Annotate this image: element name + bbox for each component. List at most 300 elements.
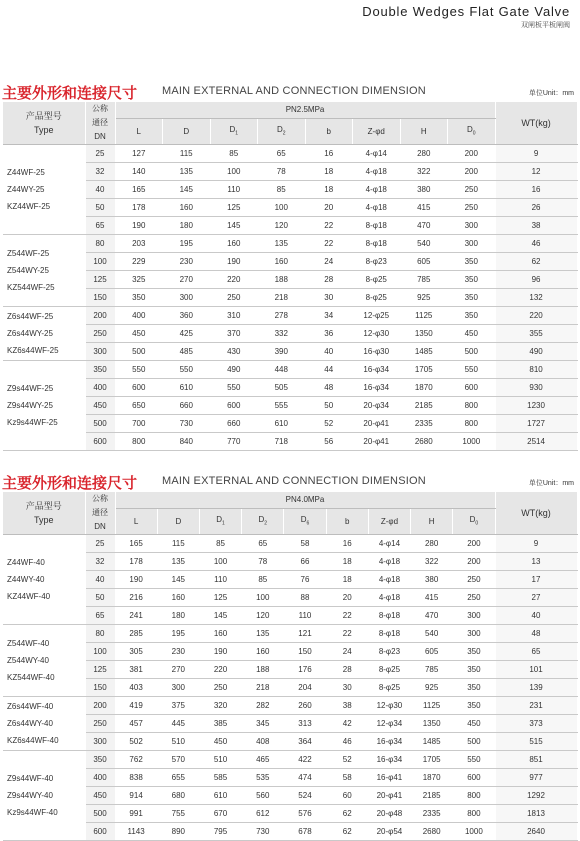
- model-type: Z44WF-40: [7, 558, 45, 567]
- dn-cell: 100: [85, 643, 115, 661]
- value-cell: 66: [284, 553, 326, 571]
- value-cell: 660: [163, 397, 211, 415]
- value-cell: 22: [305, 235, 353, 253]
- value-cell: 120: [242, 607, 284, 625]
- value-cell: 220: [199, 661, 241, 679]
- table-row: [3, 217, 577, 235]
- value-cell: 16: [305, 145, 353, 163]
- weight-cell: 40: [495, 607, 577, 625]
- value-cell: 16-φ34: [368, 733, 410, 751]
- value-cell: 145: [163, 181, 211, 199]
- value-cell: 785: [411, 661, 453, 679]
- value-cell: 220: [210, 271, 258, 289]
- table-row: [3, 805, 577, 823]
- value-cell: 8-φ25: [353, 271, 401, 289]
- value-cell: 612: [242, 805, 284, 823]
- table-row: [3, 181, 577, 199]
- value-cell: 2680: [411, 823, 453, 841]
- table-row: [3, 271, 577, 289]
- type-cell: [3, 307, 85, 361]
- column-header: D: [163, 119, 211, 145]
- value-cell: 100: [210, 163, 258, 181]
- dn-cell: 300: [85, 733, 115, 751]
- model-type: Z44WF-25: [7, 168, 45, 177]
- value-cell: 490: [210, 361, 258, 379]
- table-row: [3, 553, 577, 571]
- table-row: [3, 307, 577, 325]
- value-cell: 350: [453, 661, 495, 679]
- value-cell: 300: [453, 607, 495, 625]
- weight-cell: 930: [495, 379, 577, 397]
- model-type: KZ544WF-25: [7, 283, 55, 292]
- section-title-cn: 主要外形和连接尺寸: [2, 85, 138, 102]
- value-cell: 2185: [411, 787, 453, 805]
- value-cell: 1705: [400, 361, 448, 379]
- table-row: [3, 589, 577, 607]
- pressure-header: PN2.5MPa: [115, 102, 495, 119]
- type-cell: [3, 535, 85, 625]
- dn-cell: 32: [85, 163, 115, 181]
- weight-cell: 1292: [495, 787, 577, 805]
- dn-cell: 300: [85, 343, 115, 361]
- column-header: H: [400, 119, 448, 145]
- value-cell: 188: [242, 661, 284, 679]
- model-type: Z544WY-25: [7, 266, 49, 275]
- value-cell: 730: [163, 415, 211, 433]
- value-cell: 550: [115, 361, 163, 379]
- value-cell: 450: [453, 715, 495, 733]
- value-cell: 85: [258, 181, 306, 199]
- value-cell: 241: [115, 607, 157, 625]
- value-cell: 419: [115, 697, 157, 715]
- value-cell: 800: [453, 805, 495, 823]
- value-cell: 762: [115, 751, 157, 769]
- value-cell: 85: [242, 571, 284, 589]
- value-cell: 313: [284, 715, 326, 733]
- column-header: Z-φd: [353, 119, 401, 145]
- value-cell: 403: [115, 679, 157, 697]
- value-cell: 8-φ23: [353, 253, 401, 271]
- value-cell: 18: [326, 553, 368, 571]
- value-cell: 250: [453, 571, 495, 589]
- value-cell: 1870: [400, 379, 448, 397]
- value-cell: 285: [115, 625, 157, 643]
- value-cell: 8-φ18: [368, 625, 410, 643]
- table-row: [3, 607, 577, 625]
- weight-cell: 16: [495, 181, 577, 199]
- value-cell: 110: [284, 607, 326, 625]
- table-row: [3, 769, 577, 787]
- section-title-en: MAIN EXTERNAL AND CONNECTION DIMENSION: [162, 475, 426, 487]
- dn-header-line: DN: [94, 132, 106, 141]
- model-type: Z44WY-40: [7, 575, 45, 584]
- value-cell: 718: [258, 433, 306, 451]
- value-cell: 270: [163, 271, 211, 289]
- value-cell: 160: [163, 199, 211, 217]
- dn-cell: 600: [85, 823, 115, 841]
- value-cell: 524: [284, 787, 326, 805]
- value-cell: 8-φ18: [353, 235, 401, 253]
- value-cell: 555: [258, 397, 306, 415]
- value-cell: 1870: [411, 769, 453, 787]
- model-type: Z6s44WF-40: [7, 702, 54, 711]
- value-cell: 46: [326, 733, 368, 751]
- value-cell: 381: [115, 661, 157, 679]
- value-cell: 925: [411, 679, 453, 697]
- value-cell: 20: [326, 589, 368, 607]
- value-cell: 282: [242, 697, 284, 715]
- type-header: [3, 492, 85, 535]
- model-type: Z9s44WF-40: [7, 774, 54, 783]
- header-row: [3, 492, 577, 509]
- model-type: Z9s44WF-25: [7, 384, 54, 393]
- value-cell: 600: [453, 769, 495, 787]
- value-cell: 135: [163, 163, 211, 181]
- value-cell: 200: [448, 145, 496, 163]
- table-row: [3, 361, 577, 379]
- value-cell: 76: [284, 571, 326, 589]
- value-cell: 350: [453, 697, 495, 715]
- dn-cell: 150: [85, 289, 115, 307]
- section-pn40: [0, 470, 580, 841]
- value-cell: 375: [157, 697, 199, 715]
- value-cell: 600: [115, 379, 163, 397]
- value-cell: 795: [199, 823, 241, 841]
- value-cell: 204: [284, 679, 326, 697]
- table-row: [3, 343, 577, 361]
- table-row: [3, 697, 577, 715]
- value-cell: 678: [284, 823, 326, 841]
- value-cell: 190: [115, 571, 157, 589]
- value-cell: 450: [115, 325, 163, 343]
- value-cell: 8-φ25: [368, 679, 410, 697]
- value-cell: 540: [411, 625, 453, 643]
- weight-header: WT(kg): [495, 102, 577, 145]
- value-cell: 4-φ18: [353, 163, 401, 181]
- dn-cell: 450: [85, 397, 115, 415]
- value-cell: 145: [199, 607, 241, 625]
- value-cell: 350: [453, 643, 495, 661]
- value-cell: 550: [210, 379, 258, 397]
- value-cell: 350: [448, 307, 496, 325]
- section-title-cn: 主要外形和连接尺寸: [2, 475, 138, 492]
- value-cell: 535: [242, 769, 284, 787]
- value-cell: 115: [163, 145, 211, 163]
- column-header: Z-φd: [368, 509, 410, 535]
- column-header: $D_6$: [284, 509, 326, 535]
- value-cell: 4-φ18: [353, 199, 401, 217]
- value-cell: 100: [242, 589, 284, 607]
- model-type: Z6s44WF-25: [7, 312, 54, 321]
- value-cell: 230: [157, 643, 199, 661]
- table-row: [3, 325, 577, 343]
- weight-cell: 1813: [495, 805, 577, 823]
- dimension-table-pn25: [3, 102, 578, 451]
- weight-cell: 13: [495, 553, 577, 571]
- value-cell: 4-φ18: [368, 589, 410, 607]
- value-cell: 730: [242, 823, 284, 841]
- column-header: $D_0$: [453, 509, 495, 535]
- value-cell: 510: [199, 751, 241, 769]
- value-cell: 16: [326, 535, 368, 553]
- column-header: $D_0$: [448, 119, 496, 145]
- value-cell: 48: [305, 379, 353, 397]
- value-cell: 280: [400, 145, 448, 163]
- value-cell: 78: [242, 553, 284, 571]
- value-cell: 8-φ25: [368, 661, 410, 679]
- type-cell: [3, 751, 85, 841]
- value-cell: 42: [326, 715, 368, 733]
- weight-cell: 355: [495, 325, 577, 343]
- value-cell: 56: [305, 433, 353, 451]
- type-cell: [3, 625, 85, 697]
- weight-cell: 26: [495, 199, 577, 217]
- value-cell: 470: [411, 607, 453, 625]
- weight-cell: 17: [495, 571, 577, 589]
- value-cell: 127: [115, 145, 163, 163]
- value-cell: 115: [157, 535, 199, 553]
- value-cell: 1000: [453, 823, 495, 841]
- weight-cell: 220: [495, 307, 577, 325]
- table-row: [3, 715, 577, 733]
- value-cell: 135: [258, 235, 306, 253]
- value-cell: 203: [115, 235, 163, 253]
- value-cell: 28: [305, 271, 353, 289]
- value-cell: 345: [242, 715, 284, 733]
- value-cell: 448: [258, 361, 306, 379]
- value-cell: 1125: [400, 307, 448, 325]
- value-cell: 110: [210, 181, 258, 199]
- value-cell: 38: [326, 697, 368, 715]
- value-cell: 190: [115, 217, 163, 235]
- value-cell: 320: [199, 697, 241, 715]
- value-cell: 20-φ34: [353, 397, 401, 415]
- value-cell: 4-φ14: [368, 535, 410, 553]
- value-cell: 422: [284, 751, 326, 769]
- value-cell: 30: [305, 289, 353, 307]
- value-cell: 4-φ18: [368, 553, 410, 571]
- dn-cell: 80: [85, 625, 115, 643]
- value-cell: 840: [163, 433, 211, 451]
- column-header: D: [157, 509, 199, 535]
- value-cell: 28: [326, 661, 368, 679]
- value-cell: 16-φ34: [368, 751, 410, 769]
- model-type: KZ44WF-40: [7, 592, 51, 601]
- type-header-line: 产品型号: [25, 111, 62, 121]
- value-cell: 785: [400, 271, 448, 289]
- column-header: $D_1$: [199, 509, 241, 535]
- weight-cell: 1727: [495, 415, 577, 433]
- value-cell: 680: [157, 787, 199, 805]
- value-cell: 2680: [400, 433, 448, 451]
- value-cell: 16-φ34: [353, 379, 401, 397]
- value-cell: 300: [163, 289, 211, 307]
- value-cell: 140: [115, 163, 163, 181]
- value-cell: 218: [242, 679, 284, 697]
- value-cell: 322: [411, 553, 453, 571]
- value-cell: 485: [163, 343, 211, 361]
- value-cell: 610: [258, 415, 306, 433]
- value-cell: 200: [453, 553, 495, 571]
- value-cell: 165: [115, 535, 157, 553]
- table-row: [3, 679, 577, 697]
- value-cell: 800: [448, 397, 496, 415]
- weight-cell: 2514: [495, 433, 577, 451]
- value-cell: 560: [242, 787, 284, 805]
- model-type: KZ6s44WF-40: [7, 736, 59, 745]
- value-cell: 16-φ34: [353, 361, 401, 379]
- table-row: [3, 253, 577, 271]
- weight-cell: 977: [495, 769, 577, 787]
- dn-cell: 400: [85, 379, 115, 397]
- dn-cell: 500: [85, 415, 115, 433]
- model-type: Kz9s44WF-40: [7, 808, 58, 817]
- weight-cell: 2640: [495, 823, 577, 841]
- dn-cell: 25: [85, 535, 115, 553]
- value-cell: 991: [115, 805, 157, 823]
- value-cell: 60: [326, 787, 368, 805]
- type-header-line: Type: [33, 515, 54, 525]
- weight-cell: 139: [495, 679, 577, 697]
- dn-cell: 80: [85, 235, 115, 253]
- value-cell: 20-φ41: [353, 433, 401, 451]
- value-cell: 385: [199, 715, 241, 733]
- weight-header: WT(kg): [495, 492, 577, 535]
- dn-cell: 400: [85, 769, 115, 787]
- type-cell: [3, 697, 85, 751]
- value-cell: 450: [448, 325, 496, 343]
- value-cell: 380: [411, 571, 453, 589]
- pressure-header: PN4.0MPa: [115, 492, 495, 509]
- unit-label: 单位Unit：mm: [528, 90, 574, 97]
- value-cell: 58: [284, 535, 326, 553]
- value-cell: 176: [284, 661, 326, 679]
- model-type: Z544WF-40: [7, 639, 50, 648]
- value-cell: 24: [305, 253, 353, 271]
- weight-cell: 12: [495, 163, 577, 181]
- value-cell: 250: [210, 289, 258, 307]
- value-cell: 576: [284, 805, 326, 823]
- dimension-table-pn40: [3, 492, 578, 841]
- value-cell: 322: [400, 163, 448, 181]
- value-cell: 12-φ30: [368, 697, 410, 715]
- table-row: [3, 733, 577, 751]
- dn-cell: 500: [85, 805, 115, 823]
- value-cell: 300: [157, 679, 199, 697]
- model-type: Z9s44WY-25: [7, 401, 53, 410]
- value-cell: 180: [157, 607, 199, 625]
- value-cell: 18: [305, 163, 353, 181]
- value-cell: 65: [242, 535, 284, 553]
- value-cell: 260: [284, 697, 326, 715]
- value-cell: 188: [258, 271, 306, 289]
- unit-label: 单位Unit：mm: [528, 480, 574, 487]
- dn-cell: 600: [85, 433, 115, 451]
- dn-cell: 450: [85, 787, 115, 805]
- model-type: KZ44WF-25: [7, 202, 51, 211]
- value-cell: 570: [157, 751, 199, 769]
- value-cell: 364: [284, 733, 326, 751]
- dn-cell: 200: [85, 697, 115, 715]
- doc-title-cn: 双闸板平板闸阀: [521, 22, 570, 29]
- weight-cell: 65: [495, 643, 577, 661]
- column-header: L: [115, 119, 163, 145]
- weight-cell: 38: [495, 217, 577, 235]
- value-cell: 195: [157, 625, 199, 643]
- dn-cell: 200: [85, 307, 115, 325]
- column-header: $D_1$: [210, 119, 258, 145]
- dn-header-line: 公称: [92, 104, 108, 113]
- value-cell: 12-φ30: [353, 325, 401, 343]
- value-cell: 200: [453, 535, 495, 553]
- model-type: KZ6s44WF-25: [7, 346, 59, 355]
- section-pn25: [0, 80, 580, 451]
- value-cell: 415: [400, 199, 448, 217]
- value-cell: 125: [210, 199, 258, 217]
- dn-cell: 65: [85, 607, 115, 625]
- value-cell: 178: [115, 553, 157, 571]
- table-row: [3, 625, 577, 643]
- type-cell: [3, 235, 85, 307]
- value-cell: 1350: [400, 325, 448, 343]
- value-cell: 470: [400, 217, 448, 235]
- value-cell: 350: [453, 679, 495, 697]
- value-cell: 120: [258, 217, 306, 235]
- value-cell: 160: [210, 235, 258, 253]
- value-cell: 500: [115, 343, 163, 361]
- value-cell: 22: [305, 217, 353, 235]
- value-cell: 350: [115, 289, 163, 307]
- section-title-en: MAIN EXTERNAL AND CONNECTION DIMENSION: [162, 85, 426, 97]
- weight-cell: 9: [495, 535, 577, 553]
- value-cell: 230: [163, 253, 211, 271]
- value-cell: 350: [448, 253, 496, 271]
- value-cell: 700: [115, 415, 163, 433]
- table-row: [3, 289, 577, 307]
- value-cell: 12-φ25: [353, 307, 401, 325]
- value-cell: 8-φ18: [368, 607, 410, 625]
- value-cell: 1125: [411, 697, 453, 715]
- value-cell: 500: [453, 733, 495, 751]
- weight-cell: 373: [495, 715, 577, 733]
- dn-cell: 350: [85, 361, 115, 379]
- weight-cell: 9: [495, 145, 577, 163]
- header-row: [3, 102, 577, 119]
- dn-cell: 350: [85, 751, 115, 769]
- model-type: KZ544WF-40: [7, 673, 55, 682]
- value-cell: 16-φ30: [353, 343, 401, 361]
- value-cell: 2335: [400, 415, 448, 433]
- value-cell: 20-φ54: [368, 823, 410, 841]
- value-cell: 502: [115, 733, 157, 751]
- dn-cell: 50: [85, 199, 115, 217]
- value-cell: 190: [199, 643, 241, 661]
- table-row: [3, 433, 577, 451]
- value-cell: 350: [448, 289, 496, 307]
- value-cell: 450: [199, 733, 241, 751]
- table-row: [3, 571, 577, 589]
- value-cell: 360: [163, 307, 211, 325]
- value-cell: 218: [258, 289, 306, 307]
- value-cell: 550: [163, 361, 211, 379]
- value-cell: 655: [157, 769, 199, 787]
- table-row: [3, 415, 577, 433]
- model-type: Z44WY-25: [7, 185, 45, 194]
- column-header: b: [305, 119, 353, 145]
- value-cell: 160: [157, 589, 199, 607]
- dn-header-line: 通径: [92, 118, 108, 127]
- type-header-line: 产品型号: [25, 501, 62, 511]
